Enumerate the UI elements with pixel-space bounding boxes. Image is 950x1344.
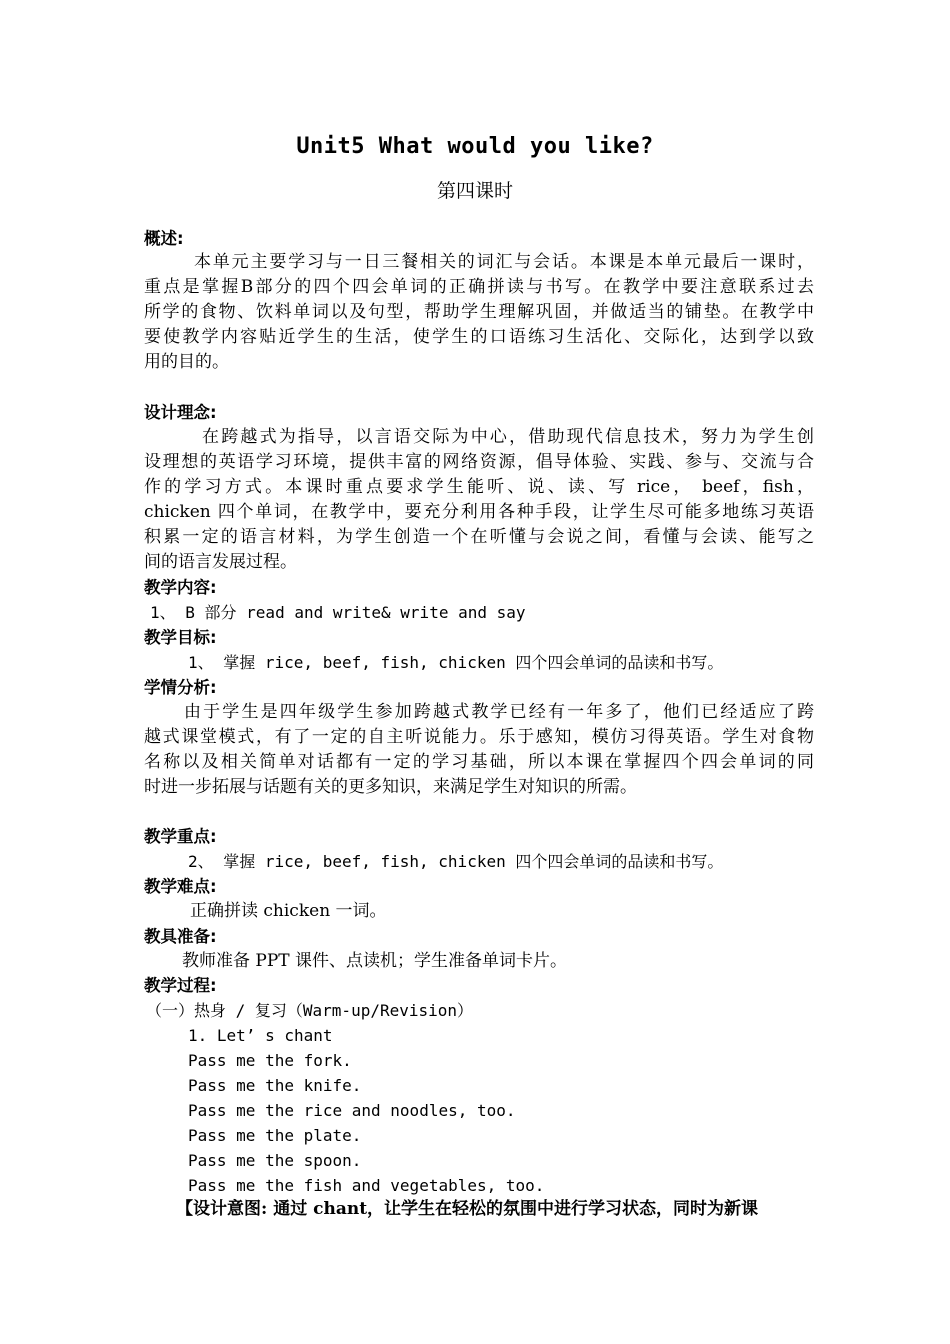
analysis-heading: 学情分析: (144, 678, 217, 697)
process-heading: 教学过程: (144, 976, 217, 995)
difficulties-heading: 教学难点: (144, 877, 217, 896)
concept-line-3: 作的学习方式。本课时重点要求学生能听、说、读、写 rice， beef，fish， (144, 477, 814, 497)
concept-line-6: 间的语言发展过程。 (144, 552, 297, 572)
content-heading: 教学内容: (144, 578, 217, 597)
analysis-line-2: 越式课堂模式，有了一定的自主听说能力。乐于感知，模仿习得英语。学生对食物 (144, 727, 814, 747)
chant-line-2: Pass me the knife. (188, 1076, 362, 1095)
analysis-line-3: 名称以及相关简单对话都有一定的学习基础，所以本课在掌握四个四会单词的同 (144, 752, 814, 772)
chant-line-4: Pass me the plate. (188, 1126, 362, 1145)
difficulties-item: 正确拼读 chicken 一词。 (190, 901, 387, 921)
overview-line-2: 重点是掌握B部分的四个四会单词的正确拼读与书写。在教学中要注意联系过去 (144, 277, 814, 297)
process-step-1: （一）热身 / 复习（Warm-up/Revision） (146, 1001, 474, 1020)
concept-line-1: 在跨越式为指导，以言语交际为中心，借助现代信息技术，努力为学生创 (202, 427, 814, 447)
analysis-line-1: 由于学生是四年级学生参加跨越式教学已经有一年多了，他们已经适应了跨 (184, 702, 814, 722)
chant-line-5: Pass me the spoon. (188, 1151, 362, 1170)
concept-heading: 设计理念: (144, 403, 217, 422)
overview-line-5: 用的目的。 (144, 352, 229, 372)
chant-line-3: Pass me the rice and noodles, too. (188, 1101, 516, 1120)
page-subtitle: 第四课时 (436, 180, 513, 202)
goals-heading: 教学目标: (144, 628, 217, 647)
page-title: Unit5 What would you like? (296, 134, 654, 159)
preparation-heading: 教具准备: (144, 927, 217, 946)
preparation-item: 教师准备 PPT 课件、点读机；学生准备单词卡片。 (182, 951, 568, 971)
chant-title: 1. Let’ s chant (188, 1026, 333, 1045)
concept-line-2: 设理想的英语学习环境，提供丰富的网络资源，倡导体验、实践、参与、交流与合 (144, 452, 814, 472)
key-points-item: 2、 掌握 rice, beef, fish, chicken 四个四会单词的品读和书写。 (188, 852, 724, 871)
concept-line-5: 积累一定的语言材料，为学生创造一个在听懂与会说之间，看懂与会读、能写之 (144, 527, 814, 547)
content-item: 1、 B 部分 read and write& write and say (150, 603, 526, 622)
chant-line-1: Pass me the fork. (188, 1051, 352, 1070)
goals-item: 1、 掌握 rice, beef, fish, chicken 四个四会单词的品读和书写。 (188, 653, 724, 672)
key-points-heading: 教学重点: (144, 827, 217, 846)
overview-line-4: 要使教学内容贴近学生的生活，使学生的口语练习生活化、交际化，达到学以致 (144, 327, 814, 347)
overview-line-3: 所学的食物、饮料单词以及句型，帮助学生理解巩固，并做适当的铺垫。在教学中 (144, 302, 814, 322)
concept-line-4: chicken 四个单词，在教学中，要充分利用各种手段，让学生尽可能多地练习英语 (144, 502, 814, 522)
overview-line-1: 本单元主要学习与一日三餐相关的词汇与会话。本课是本单元最后一课时， (194, 252, 814, 272)
design-intent-note: 【设计意图: 通过 chant，让学生在轻松的氛围中进行学习状态，同时为新课 (176, 1199, 759, 1219)
overview-heading: 概述: (144, 229, 184, 248)
chant-line-6: Pass me the fish and vegetables, too. (188, 1176, 545, 1195)
analysis-line-4: 时进一步拓展与话题有关的更多知识，来满足学生对知识的所需。 (144, 777, 637, 797)
